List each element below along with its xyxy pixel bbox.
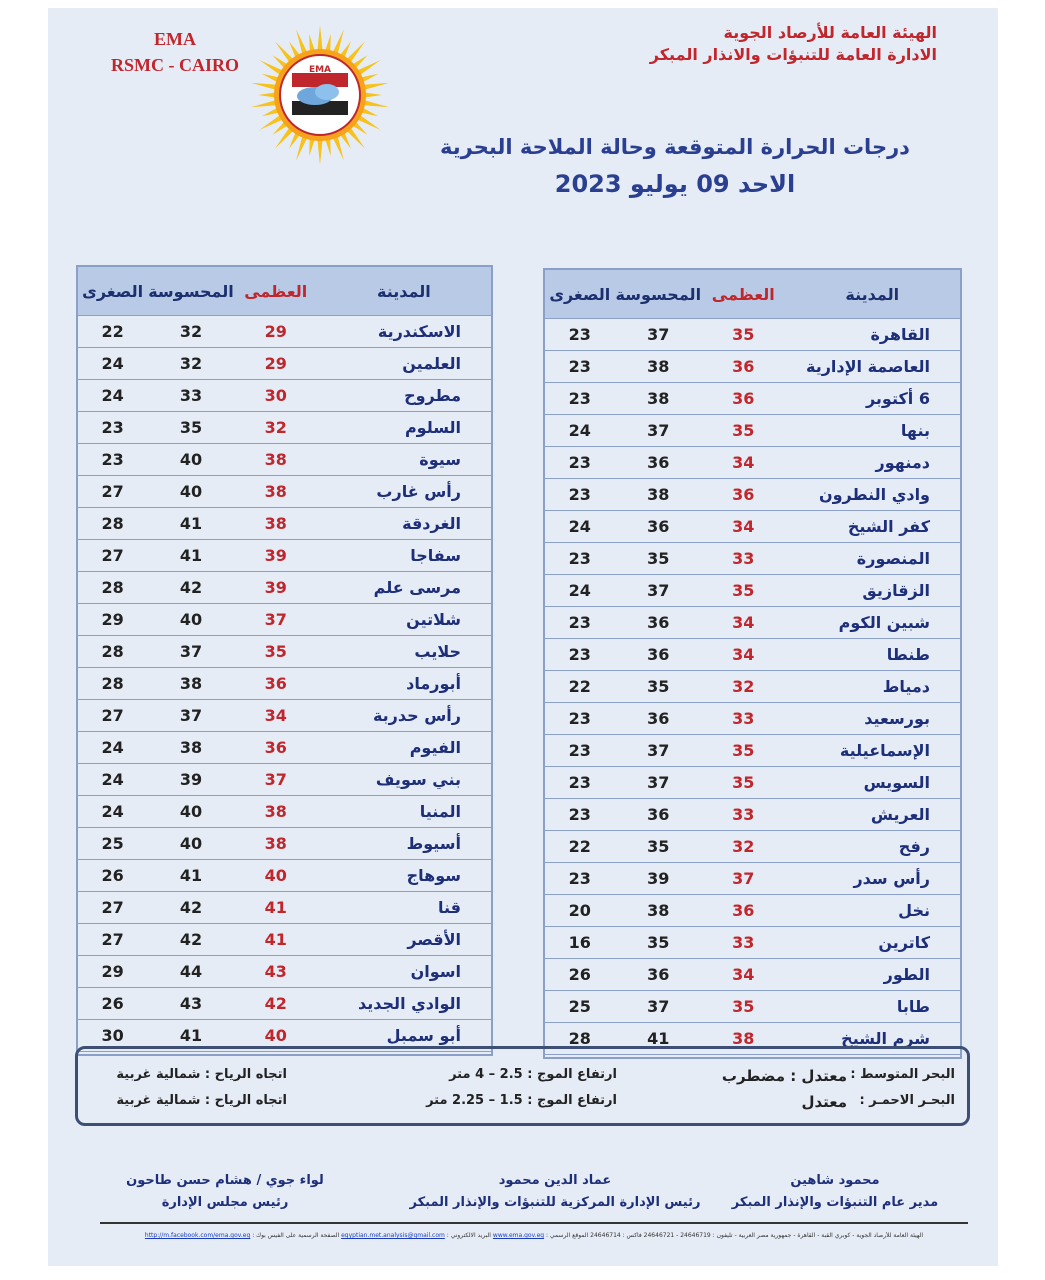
wind-direction: اتجاه الرياح : شمالية غربية [116, 1093, 287, 1108]
cell-max: 36 [702, 383, 784, 415]
cell-city: الأقصر [317, 924, 492, 956]
city-row [77, 508, 492, 540]
cell-min: 29 [77, 956, 147, 988]
cell-feels: 37 [615, 735, 703, 767]
col-max: العظمى [235, 266, 317, 316]
cell-min: 20 [544, 895, 615, 927]
cell-feels: 38 [615, 479, 703, 511]
org-name-english [100, 26, 250, 78]
org-line-2: الادارة العامة للتنبؤات والانذار المبكر [649, 45, 937, 64]
cell-city: الغردقة [317, 508, 492, 540]
cell-max: 34 [235, 700, 317, 732]
footer-facebook-link[interactable]: http://m.facebook.com/ema.gov.eg [144, 1232, 251, 1239]
org-name-arabic [650, 22, 937, 66]
cell-feels: 40 [147, 444, 235, 476]
footer-email-link[interactable]: egyptian.met.analysis@gmail.com [341, 1232, 445, 1239]
city-row [544, 511, 961, 543]
org-en-line-1: EMA [154, 29, 196, 49]
cell-city: سفاجا [317, 540, 492, 572]
cell-min: 28 [77, 572, 147, 604]
cell-city: القاهرة [785, 319, 961, 351]
cell-min: 27 [77, 892, 147, 924]
org-line-1: الهيئة العامة للأرصاد الجوية [723, 23, 937, 42]
sun-ray-icon [251, 83, 277, 90]
cell-city: اسوان [317, 956, 492, 988]
cell-city: كفر الشيخ [785, 511, 961, 543]
cell-max: 35 [702, 415, 784, 447]
cell-max: 35 [702, 767, 784, 799]
cell-feels: 43 [147, 988, 235, 1020]
cell-city: كاترين [785, 927, 961, 959]
city-row [77, 476, 492, 508]
signature-name: لواء جوي / هشام حسن طاحون [126, 1173, 324, 1188]
cell-city: دمياط [785, 671, 961, 703]
cell-min: 23 [544, 639, 615, 671]
cell-min: 23 [544, 479, 615, 511]
cell-feels: 40 [147, 604, 235, 636]
city-row [77, 412, 492, 444]
cell-feels: 41 [615, 1023, 703, 1055]
cell-city: شرم الشيخ [785, 1023, 961, 1055]
signature-role: رئيس مجلس الإدارة [161, 1195, 289, 1210]
cell-min: 29 [77, 604, 147, 636]
cell-max: 34 [702, 607, 784, 639]
cell-city: الطور [785, 959, 961, 991]
sea-row-red-sea [78, 1093, 967, 1115]
signature-central-admin-head [395, 1170, 715, 1214]
cell-max: 37 [702, 863, 784, 895]
cell-max: 30 [235, 380, 317, 412]
cell-min: 22 [544, 831, 615, 863]
temperature-table-left [76, 265, 493, 1056]
cell-min: 28 [77, 668, 147, 700]
sun-ray-icon [317, 25, 322, 51]
cell-max: 38 [235, 796, 317, 828]
cell-city: حلايب [317, 636, 492, 668]
cell-min: 27 [77, 924, 147, 956]
city-row [77, 316, 492, 348]
cell-city: رأس غارب [317, 476, 492, 508]
cell-min: 23 [544, 767, 615, 799]
cell-city: العريش [785, 799, 961, 831]
sun-ray-icon [333, 135, 344, 160]
cell-city: الفيوم [317, 732, 492, 764]
cell-min: 24 [77, 348, 147, 380]
cell-max: 41 [235, 892, 317, 924]
cell-city: سيوة [317, 444, 492, 476]
cell-min: 27 [77, 476, 147, 508]
city-row [544, 703, 961, 735]
city-row [77, 956, 492, 988]
marine-conditions-box [75, 1046, 970, 1126]
footer-email-label: البريد الالكتروني : [446, 1232, 491, 1239]
cell-city: طابا [785, 991, 961, 1023]
cell-feels: 41 [147, 508, 235, 540]
city-row [544, 319, 961, 351]
cell-city: مطروح [317, 380, 492, 412]
cell-min: 23 [544, 543, 615, 575]
city-row [544, 831, 961, 863]
signature-name: عماد الدين محمود [498, 1173, 612, 1188]
cell-city: 6 أكتوبر [785, 383, 961, 415]
cell-max: 37 [235, 604, 317, 636]
sea-state: معتدل [801, 1093, 847, 1111]
cell-min: 28 [77, 508, 147, 540]
cell-min: 26 [544, 959, 615, 991]
cell-max: 36 [235, 668, 317, 700]
org-en-line-2: RSMC - CAIRO [111, 55, 239, 75]
city-row [77, 732, 492, 764]
city-row [544, 671, 961, 703]
city-row [77, 924, 492, 956]
city-row [544, 415, 961, 447]
cell-max: 39 [235, 572, 317, 604]
cell-max: 33 [702, 703, 784, 735]
col-feels: المحسوسة [147, 266, 235, 316]
cell-max: 33 [702, 543, 784, 575]
cell-feels: 33 [147, 380, 235, 412]
cell-min: 25 [77, 828, 147, 860]
city-row [544, 447, 961, 479]
cell-min: 24 [544, 415, 615, 447]
cell-max: 38 [235, 476, 317, 508]
sun-ray-icon [317, 139, 322, 165]
cell-city: شلاتين [317, 604, 492, 636]
footer-site-link[interactable]: www.ema.gov.eg [492, 1232, 545, 1239]
cell-feels: 40 [147, 476, 235, 508]
cell-city: الزقازيق [785, 575, 961, 607]
cell-max: 32 [702, 671, 784, 703]
cell-feels: 36 [615, 639, 703, 671]
cell-city: المنيا [317, 796, 492, 828]
cell-city: طنطا [785, 639, 961, 671]
cell-max: 38 [235, 828, 317, 860]
cell-city: أبورماد [317, 668, 492, 700]
cell-city: شبين الكوم [785, 607, 961, 639]
cell-city: أبو سمبل [317, 1020, 492, 1052]
cell-city: الوادي الجديد [317, 988, 492, 1020]
cell-feels: 37 [615, 575, 703, 607]
cell-feels: 42 [147, 892, 235, 924]
ema-sun-logo [245, 20, 395, 170]
cell-max: 32 [235, 412, 317, 444]
city-row [544, 959, 961, 991]
signature-role: رئيس الإدارة المركزية للتنبؤات والإنذار المبكر [409, 1195, 701, 1210]
city-row [544, 895, 961, 927]
col-feels: المحسوسة [615, 269, 703, 319]
cell-feels: 39 [147, 764, 235, 796]
cell-max: 41 [235, 924, 317, 956]
cell-feels: 42 [147, 924, 235, 956]
city-row [77, 860, 492, 892]
signature-role: مدير عام التنبؤات والإنذار المبكر [731, 1195, 939, 1210]
cell-max: 39 [235, 540, 317, 572]
cell-city: السويس [785, 767, 961, 799]
cell-feels: 36 [615, 511, 703, 543]
cell-city: أسيوط [317, 828, 492, 860]
logo-text: EMA [308, 65, 332, 75]
cell-feels: 35 [615, 927, 703, 959]
city-row [544, 479, 961, 511]
city-row [77, 892, 492, 924]
cell-max: 35 [702, 319, 784, 351]
cell-feels: 38 [615, 895, 703, 927]
sun-ray-icon [363, 83, 389, 90]
cell-min: 23 [544, 703, 615, 735]
city-row [77, 988, 492, 1020]
cell-max: 38 [235, 508, 317, 540]
city-row [77, 636, 492, 668]
cell-city: العاصمة الإدارية [785, 351, 961, 383]
cell-max: 35 [235, 636, 317, 668]
cell-city: قنا [317, 892, 492, 924]
sun-ray-icon [364, 92, 382, 97]
city-row [544, 607, 961, 639]
cell-max: 33 [702, 927, 784, 959]
cell-feels: 40 [147, 828, 235, 860]
cell-min: 23 [77, 412, 147, 444]
cell-city: دمنهور [785, 447, 961, 479]
cell-max: 32 [702, 831, 784, 863]
cell-feels: 37 [615, 319, 703, 351]
cell-feels: 37 [147, 700, 235, 732]
city-row [77, 348, 492, 380]
cell-min: 22 [544, 671, 615, 703]
cell-min: 24 [77, 380, 147, 412]
cell-min: 23 [544, 351, 615, 383]
cell-min: 23 [544, 863, 615, 895]
city-row [544, 927, 961, 959]
city-row [544, 575, 961, 607]
cell-min: 22 [77, 316, 147, 348]
cell-feels: 38 [147, 732, 235, 764]
cell-feels: 35 [147, 412, 235, 444]
cell-min: 24 [544, 511, 615, 543]
cell-max: 36 [702, 351, 784, 383]
cell-feels: 35 [615, 671, 703, 703]
col-min: الصغرى [544, 269, 615, 319]
cell-feels: 32 [147, 316, 235, 348]
sea-state: معتدل : مضطرب [721, 1067, 847, 1085]
cell-feels: 32 [147, 348, 235, 380]
cell-min: 28 [77, 636, 147, 668]
city-row [544, 735, 961, 767]
cell-feels: 41 [147, 540, 235, 572]
cell-city: الإسماعيلية [785, 735, 961, 767]
temperature-table-right [543, 268, 962, 1059]
cell-feels: 38 [615, 351, 703, 383]
cell-max: 43 [235, 956, 317, 988]
title-date: الاحد 09 يوليو 2023 [554, 170, 796, 198]
cell-max: 35 [702, 735, 784, 767]
sun-ray-icon [363, 100, 389, 107]
cell-max: 36 [702, 895, 784, 927]
footer-divider [100, 1222, 968, 1224]
city-row [544, 639, 961, 671]
cell-feels: 38 [615, 383, 703, 415]
city-row [544, 767, 961, 799]
cell-min: 28 [544, 1023, 615, 1055]
cell-min: 27 [77, 700, 147, 732]
footer-address: الهيئة العامة للأرصاد الجوية - كوبري القبة - القاهرة - جمهورية مصر العربية - تليفون : 24646719 - 24646721 فاكس : 24646714 الموقع الرسمي : [546, 1232, 924, 1239]
cell-feels: 36 [615, 447, 703, 479]
cell-city: بورسعيد [785, 703, 961, 735]
cell-min: 23 [544, 319, 615, 351]
cell-feels: 36 [615, 703, 703, 735]
sun-ray-icon [333, 29, 344, 54]
cell-feels: 37 [615, 767, 703, 799]
cell-max: 34 [702, 959, 784, 991]
cell-city: بني سويف [317, 764, 492, 796]
signature-board-chairman [110, 1170, 340, 1214]
cell-min: 26 [77, 988, 147, 1020]
signature-name: محمود شاهين [790, 1173, 880, 1188]
cell-max: 33 [702, 799, 784, 831]
city-row [544, 991, 961, 1023]
cell-city: السلوم [317, 412, 492, 444]
cell-max: 40 [235, 860, 317, 892]
cell-min: 24 [77, 732, 147, 764]
cell-feels: 37 [615, 415, 703, 447]
cell-city: مرسى علم [317, 572, 492, 604]
cell-min: 23 [544, 799, 615, 831]
footer-contact [100, 1232, 968, 1239]
sea-name: البحر المتوسط : [850, 1067, 955, 1082]
cell-min: 30 [77, 1020, 147, 1052]
cell-feels: 41 [147, 860, 235, 892]
cell-city: وادي النطرون [785, 479, 961, 511]
signature-forecast-director [705, 1170, 965, 1214]
city-row [77, 572, 492, 604]
cell-min: 24 [544, 575, 615, 607]
cell-feels: 35 [615, 831, 703, 863]
cell-max: 40 [235, 1020, 317, 1052]
cell-max: 34 [702, 511, 784, 543]
cell-feels: 35 [615, 543, 703, 575]
cell-feels: 44 [147, 956, 235, 988]
sun-ray-icon [296, 135, 307, 160]
city-row [77, 764, 492, 796]
cell-min: 23 [544, 607, 615, 639]
cell-max: 42 [235, 988, 317, 1020]
cell-max: 37 [235, 764, 317, 796]
city-row [77, 700, 492, 732]
cell-feels: 42 [147, 572, 235, 604]
cell-max: 38 [702, 1023, 784, 1055]
cell-min: 24 [77, 764, 147, 796]
sea-row-mediterranean [78, 1067, 967, 1089]
cell-max: 38 [235, 444, 317, 476]
cell-city: سوهاج [317, 860, 492, 892]
cell-feels: 39 [615, 863, 703, 895]
cell-feels: 38 [147, 668, 235, 700]
cell-feels: 36 [615, 799, 703, 831]
cell-city: رأس سدر [785, 863, 961, 895]
wave-height: ارتفاع الموج : 1.5 – 2.25 متر [426, 1093, 617, 1108]
cell-feels: 36 [615, 607, 703, 639]
city-row [544, 543, 961, 575]
cell-max: 35 [702, 575, 784, 607]
col-city: المدينة [785, 269, 961, 319]
col-min: الصغرى [77, 266, 147, 316]
city-row [77, 828, 492, 860]
cell-max: 36 [702, 479, 784, 511]
wind-direction: اتجاه الرياح : شمالية غربية [116, 1067, 287, 1082]
cell-city: رأس حدربة [317, 700, 492, 732]
city-row [77, 668, 492, 700]
cell-city: العلمين [317, 348, 492, 380]
city-row [544, 351, 961, 383]
cell-max: 34 [702, 447, 784, 479]
cell-city: المنصورة [785, 543, 961, 575]
city-row [77, 380, 492, 412]
sun-ray-icon [251, 100, 277, 107]
sun-ray-icon [258, 92, 276, 97]
cell-max: 35 [702, 991, 784, 1023]
cell-city: نخل [785, 895, 961, 927]
cell-feels: 40 [147, 796, 235, 828]
cell-min: 23 [544, 735, 615, 767]
city-row [544, 799, 961, 831]
cell-feels: 37 [615, 991, 703, 1023]
col-max: العظمى [702, 269, 784, 319]
cell-city: الاسكندرية [317, 316, 492, 348]
cell-max: 29 [235, 348, 317, 380]
sun-ray-icon [296, 29, 307, 54]
cell-min: 23 [77, 444, 147, 476]
city-row [77, 540, 492, 572]
cell-min: 16 [544, 927, 615, 959]
city-row [77, 604, 492, 636]
cell-feels: 37 [147, 636, 235, 668]
footer-fb-label: الصفحة الرسمية على الفيس بوك : [252, 1232, 340, 1239]
city-row [544, 863, 961, 895]
city-row [77, 796, 492, 828]
cell-min: 23 [544, 447, 615, 479]
cell-max: 36 [235, 732, 317, 764]
wave-height: ارتفاع الموج : 2.5 – 4 متر [449, 1067, 617, 1082]
cell-min: 23 [544, 383, 615, 415]
col-city: المدينة [317, 266, 492, 316]
cell-min: 27 [77, 540, 147, 572]
title-line-1: درجات الحرارة المتوقعة وحالة الملاحة البحرية [440, 135, 910, 159]
cell-min: 25 [544, 991, 615, 1023]
bulletin-title [415, 130, 935, 204]
cell-min: 26 [77, 860, 147, 892]
cell-max: 34 [702, 639, 784, 671]
cell-feels: 41 [147, 1020, 235, 1052]
cell-city: رفح [785, 831, 961, 863]
cell-feels: 36 [615, 959, 703, 991]
cell-max: 29 [235, 316, 317, 348]
cell-city: بنها [785, 415, 961, 447]
sea-name: البحـر الاحمـر : [859, 1093, 955, 1108]
city-row [544, 383, 961, 415]
city-row [77, 444, 492, 476]
cell-min: 24 [77, 796, 147, 828]
